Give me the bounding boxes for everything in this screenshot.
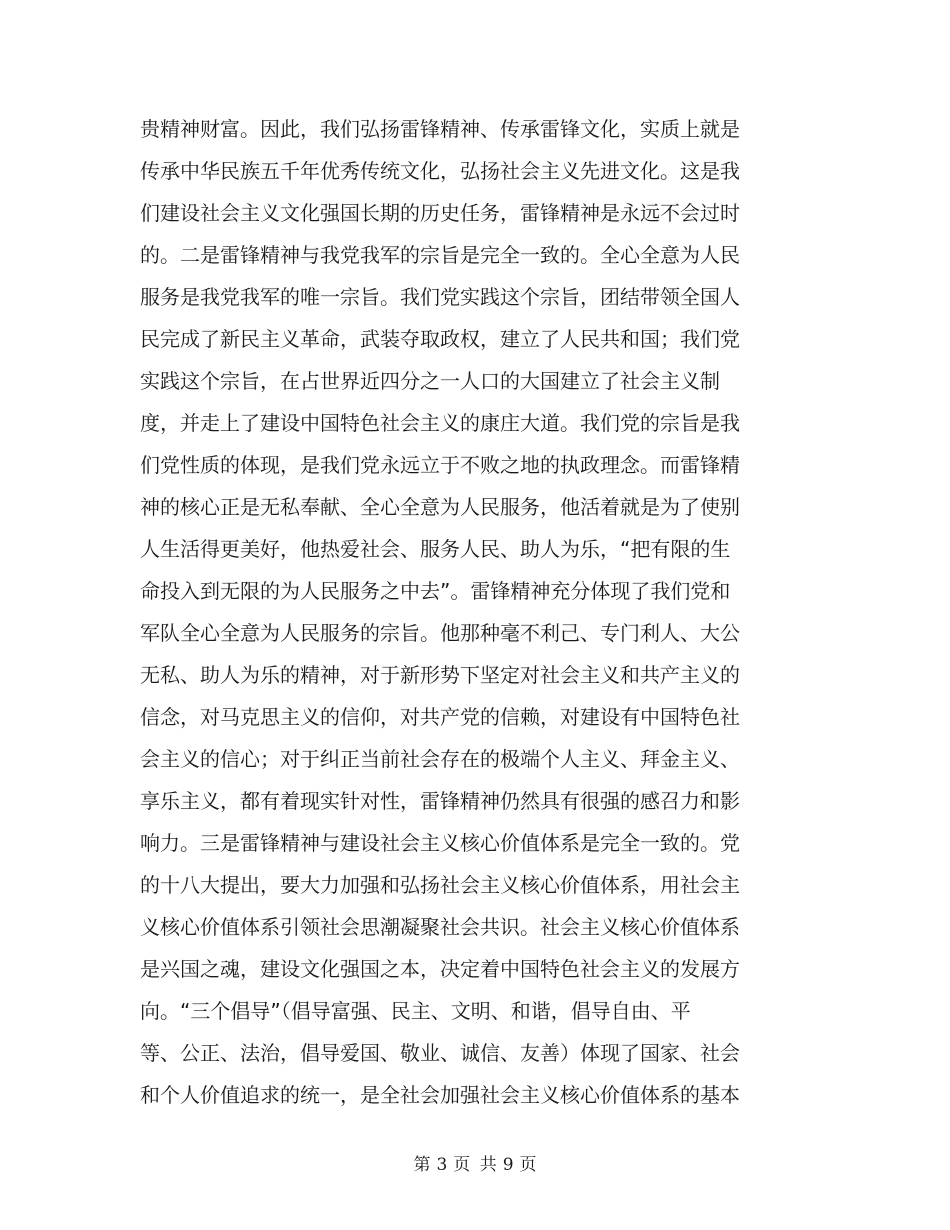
- text-line: 神的核心正是无私奉献、全心全意为人民服务，他活着就是为了使别: [140, 495, 740, 519]
- text-line: 的。二是雷锋精神与我党我军的宗旨是完全一致的。全心全意为人民: [140, 243, 740, 267]
- text-line: 义核心价值体系引领社会思潮凝聚社会共识。社会主义核心价值体系: [140, 915, 740, 939]
- page-footer: [0, 1150, 950, 1175]
- page-label-suffix: 页: [519, 1155, 537, 1175]
- text-line: 们建设社会主义文化强国长期的历史任务，雷锋精神是永远不会过时: [140, 201, 740, 225]
- text-line: 们党性质的体现，是我们党永远立于不败之地的执政理念。而雷锋精: [140, 453, 740, 477]
- text-line: 等、公正、法治，倡导爱国、敬业、诚信、友善）体现了国家、社会: [140, 1041, 740, 1065]
- text-line: 响力。三是雷锋精神与建设社会主义核心价值体系是完全一致的。党: [140, 831, 740, 855]
- body-text: [140, 108, 760, 1116]
- text-line: 信念，对马克思主义的信仰，对共产党的信赖，对建设有中国特色社: [140, 705, 740, 729]
- text-line: 度，并走上了建设中国特色社会主义的康庄大道。我们党的宗旨是我: [140, 411, 740, 435]
- text-line: 享乐主义，都有着现实针对性，雷锋精神仍然具有很强的感召力和影: [140, 789, 740, 813]
- current-page-number: 3: [436, 1155, 448, 1175]
- text-line: 和个人价值追求的统一，是全社会加强社会主义核心价值体系的基本: [140, 1083, 740, 1107]
- total-page-count: 9: [502, 1155, 514, 1175]
- text-line: 人生活得更美好，他热爱社会、服务人民、助人为乐，“把有限的生: [140, 537, 731, 561]
- text-line: 实践这个宗旨，在占世界近四分之一人口的大国建立了社会主义制: [140, 369, 720, 393]
- text-line: 命投入到无限的为人民服务之中去”。雷锋精神充分体现了我们党和: [140, 579, 731, 603]
- text-line: 是兴国之魂，建设文化强国之本，决定着中国特色社会主义的发展方: [140, 957, 740, 981]
- text-line: 军队全心全意为人民服务的宗旨。他那种毫不利己、专门利人、大公: [140, 621, 740, 645]
- text-line: 无私、助人为乐的精神，对于新形势下坚定对社会主义和共产主义的: [140, 663, 740, 687]
- text-line: 民完成了新民主义革命，武装夺取政权，建立了人民共和国；我们党: [140, 327, 740, 351]
- text-line: 贵精神财富。因此，我们弘扬雷锋精神、传承雷锋文化，实质上就是: [140, 117, 740, 141]
- page-label-mid: 页 共: [453, 1155, 497, 1175]
- page-label-prefix: 第: [413, 1155, 431, 1175]
- text-line: 向。“三个倡导”（倡导富强、民主、文明、和谐，倡导自由、平: [140, 999, 691, 1023]
- text-line: 的十八大提出，要大力加强和弘扬社会主义核心价值体系，用社会主: [140, 873, 740, 897]
- text-line: 会主义的信心；对于纠正当前社会存在的极端个人主义、拜金主义、: [140, 747, 740, 771]
- text-line: 传承中华民族五千年优秀传统文化，弘扬社会主义先进文化。这是我: [140, 159, 740, 183]
- text-line: 服务是我党我军的唯一宗旨。我们党实践这个宗旨，团结带领全国人: [140, 285, 740, 309]
